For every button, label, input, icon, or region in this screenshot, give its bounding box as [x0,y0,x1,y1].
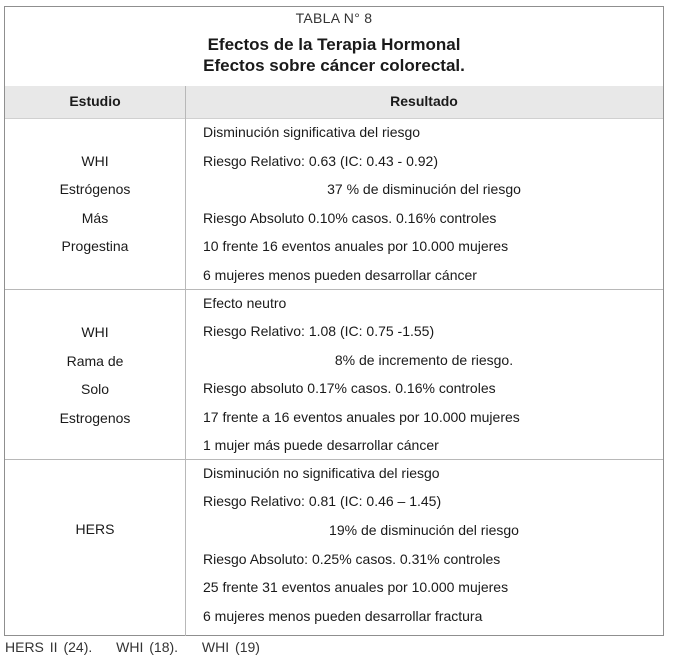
footnote-references [5,639,278,655]
result-line: 37 % de disminución del riesgo [327,181,521,197]
result-line: Riesgo Relativo: 1.08 (IC: 0.75 -1.55) [203,323,435,339]
result-line: 10 frente 16 eventos anuales por 10.000 mujeres [203,238,509,254]
study-line: WHI [81,152,109,169]
study-line: Más [81,209,109,226]
result-line: Riesgo absoluto 0.17% casos. 0.16% controles [203,380,496,396]
result-line: 17 frente a 16 eventos anuales por 10.000 mujeres [203,408,520,425]
result-line: 19% de disminución del riesgo [329,522,519,538]
result-line: Riesgo Absoluto: 0.25% casos. 0.31% controles [203,550,501,567]
study-line: Estrógenos [59,181,131,197]
table-row-group [5,289,663,459]
result-line: 8% de incremento de riesgo. [334,351,514,368]
table-number: TABLA N° 8 [295,10,373,26]
header-estudio: Estudio [69,93,121,109]
header-resultado: Resultado [390,93,458,109]
study-line: WHI [81,324,109,340]
result-line: Riesgo Relativo: 0.81 (IC: 0.46 – 1.45) [203,493,442,509]
table-title-line-1: Efectos de la Terapia Hormonal [207,35,461,54]
study-line: HERS [75,521,115,537]
study-line: Solo [80,381,110,397]
result-line: 25 frente 31 eventos anuales por 10.000 mujeres [203,579,509,595]
study-cell [5,147,185,261]
footnote-ref: WHI (19) [201,639,260,655]
study-line: Rama de [66,352,124,369]
result-line: Riesgo Absoluto 0.10% casos. 0.16% controles [203,209,497,226]
table-title-line-2: Efectos sobre cáncer colorectal. [203,56,465,75]
result-line: Disminución no significativa del riesgo [203,465,440,481]
table-header-row [5,86,663,119]
table-title [5,34,663,76]
study-cell [5,515,185,544]
footnote-ref: WHI (18). [116,639,179,655]
result-line: 6 mujeres menos pueden desarrollar cáncer [203,266,477,283]
result-line: Disminución significativa del riesgo [203,124,421,140]
table-caption [5,7,663,86]
study-line: Progestina [61,238,129,254]
result-line: Efecto neutro [203,295,287,311]
result-line: 1 mujer más puede desarrollar cáncer [203,437,439,453]
footnote-ref: HERS II (24). [5,639,93,655]
result-line: Riesgo Relativo: 0.63 (IC: 0.43 - 0.92) [203,152,439,169]
results-table [4,6,664,636]
result-line: 6 mujeres menos pueden desarrollar fractura [203,607,483,624]
study-cell [5,318,185,432]
study-line: Estrogenos [59,409,131,426]
table-row-group [5,459,663,636]
table-row-group [5,118,663,289]
